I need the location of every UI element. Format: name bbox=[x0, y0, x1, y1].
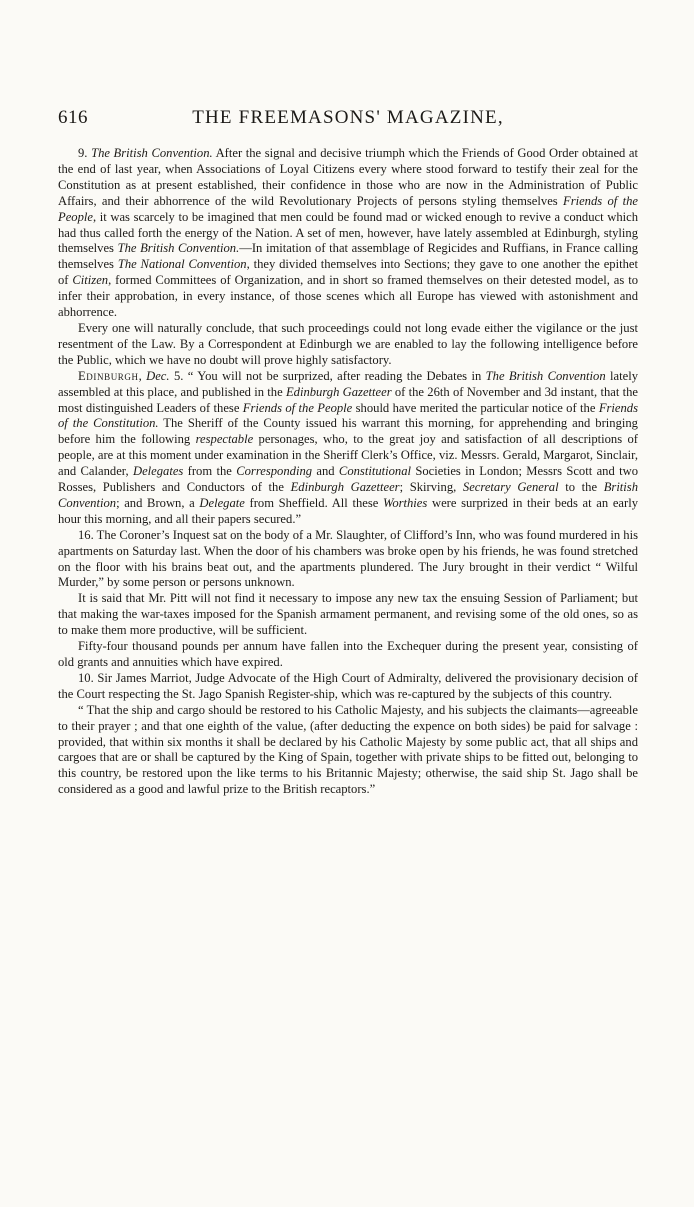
text-run: , bbox=[138, 368, 147, 383]
text-run: The Sheriff of the County issued his warrant this morning, for apprehending and bringing before him the following bbox=[58, 416, 638, 447]
italic-run: The British Convention bbox=[485, 368, 606, 383]
text-run: ; and Brown, a bbox=[116, 495, 200, 510]
text-run: It is said that Mr. Pitt will not find it necessary to impose any new tax the ensuing Session of Parliament; but that making the war-taxes imposed for the Spanish armament permanent, and revising some of the old ones, so as to make them more productive, will be sufficient. bbox=[58, 591, 638, 638]
text-run: Every one will naturally conclude, that such proceedings could not long evade either the vigilance or the just resentment of the Law. By a Correspondent at Edinburgh we are enabled to lay the following intelligence before the Public, which we have no doubt will prove highly satisfactory. bbox=[58, 320, 638, 367]
text-run: , they divided themselves into Sections; they gave to one another the epithet of bbox=[58, 257, 638, 288]
paragraph-british-convention bbox=[58, 146, 638, 321]
italic-run: The National Convention bbox=[117, 257, 247, 272]
italic-run: Friends of the People bbox=[242, 400, 353, 415]
running-title: THE FREEMASONS' MAGAZINE, bbox=[192, 107, 504, 128]
italic-run: Dec. bbox=[146, 368, 170, 383]
text-run: to the bbox=[558, 480, 604, 495]
text-run: , it was scarcely to be imagined that men could be found mad or wicked enough to revive a conduct which had thus called forth the energy of the Nation. A set of men, however, have lately assembled at Edinburgh, styling themselves bbox=[58, 209, 638, 256]
paragraph-every-one bbox=[58, 321, 638, 369]
italic-run: Corresponding bbox=[236, 464, 313, 479]
text-run: should have merited the particular notice of the bbox=[352, 400, 599, 415]
italic-run: British Convention bbox=[58, 480, 639, 510]
text-run: were surprized in their beds at an early hour this morning, and all their papers secured.” bbox=[58, 495, 638, 526]
italic-run: The British Convention. bbox=[91, 146, 213, 160]
italic-run: Citizen bbox=[72, 273, 109, 288]
small-caps-run: Edinburgh bbox=[78, 368, 139, 383]
text-run: After the signal and decisive triumph which the Friends of Good Order obtained at the end of last year, when Associations of Loyal Citizens every where stood forward to testify their zeal for the Constitution as at present established, their confidence in those who are now in the Administration of Public Affairs, and their abhorrence of the wild Revolutionary Projects of persons styling themselves bbox=[58, 146, 639, 208]
italic-run: respectable bbox=[195, 432, 254, 447]
text-run: “ That the ship and cargo should be restored to his Catholic Majesty, and his subjects the claimants—agreeable to their prayer ; and that one eighth of the value, (after deducting the expence on both sides) be paid for salvage : provided, that within six months it shall be declared by his Catholic Majesty by some public act, that all ships and cargoes that are or shall be captured by the King of Spain, together with private ships to be fitted out, belonging to this country, be restored upon the like terms to his Britannic Majesty; otherwise, the said ship St. Jago shall be considered as a good and lawful prize to the British recaptors.” bbox=[58, 702, 638, 797]
text-run: Fifty-four thousand pounds per annum have fallen into the Exchequer during the present year, consisting of old grants and annuities which have expired. bbox=[58, 639, 638, 669]
italic-run: Edinburgh Gazetteer bbox=[285, 384, 392, 399]
page-header bbox=[58, 107, 638, 137]
text-run: 10. Sir James Marriot, Judge Advocate of the High Court of Admiralty, delivered the provisionary decision of the Court respecting the St. Jago Spanish Register-ship, which was re-captured by the subjects of this country. bbox=[58, 670, 638, 701]
italic-run: Worthies bbox=[382, 495, 428, 510]
text-run: 5. “ You will not be surprized, after reading the Debates in bbox=[169, 368, 486, 383]
italic-run: Delegate bbox=[199, 495, 245, 510]
text-run: 9. bbox=[78, 146, 92, 160]
italic-run: Delegates bbox=[132, 464, 184, 479]
text-run: —In imitation of that assemblage of Regicides and Ruffians, in France calling themselves bbox=[58, 241, 639, 272]
text-run: , formed Committees of Organization, and in short so framed themselves on their detested model, as to infer their approbation, in every instance, of those scenes which all Europe has viewed with astonishment and abhorrence. bbox=[58, 273, 638, 320]
italic-run: Constitutional bbox=[338, 464, 411, 479]
article-body bbox=[58, 146, 638, 798]
text-run: personages, who, to the great joy and satisfaction of all descriptions of people, are at this moment under examination in the Sheriff Clerk’s Office, viz. Messrs. Gerald, Margarot, Sinclair, and Calander, bbox=[58, 432, 638, 479]
text-run: ; Skirving, bbox=[399, 480, 463, 495]
page-number: 616 bbox=[58, 107, 88, 128]
text-run: from Sheffield. All these bbox=[244, 495, 383, 510]
text-run: from the bbox=[183, 464, 237, 479]
italic-run: Friends of the People bbox=[58, 193, 638, 224]
text-run: lately assembled at this place, and published in the bbox=[58, 368, 638, 399]
italic-run: Secretary General bbox=[462, 480, 559, 495]
paragraph-mr-pitt bbox=[58, 591, 638, 639]
text-run: Societies in London; Messrs Scott and two Rosses, Publishers and Conductors of the bbox=[58, 464, 638, 495]
italic-run: Edinburgh Gazetteer bbox=[290, 480, 400, 495]
paragraph-fifty-four-thousand bbox=[58, 639, 638, 671]
paragraph-coroners-inquest bbox=[58, 528, 638, 592]
text-run: of the 26th of November and 3d instant, that the most distinguished Leaders of these bbox=[58, 384, 638, 415]
text-run: and bbox=[312, 464, 339, 479]
paragraph-edinburgh-dec-5 bbox=[58, 369, 638, 528]
italic-run: The British Convention. bbox=[117, 241, 240, 256]
paragraph-sir-james-marriot bbox=[58, 671, 638, 703]
italic-run: Friends of the Constitution. bbox=[58, 400, 638, 431]
text-run: 16. The Coroner’s Inquest sat on the body of a Mr. Slaughter, of Clifford’s Inn, who was found murdered in his apartments on Saturday last. When the door of his chambers was broke open by his friends, he was found stretched on the floor with his brains beat out, and the apartments plundered. The Jury brought in their verdict “ Wilful Murder,” by some person or persons unknown. bbox=[58, 527, 638, 590]
paragraph-decision-quote bbox=[58, 703, 638, 798]
